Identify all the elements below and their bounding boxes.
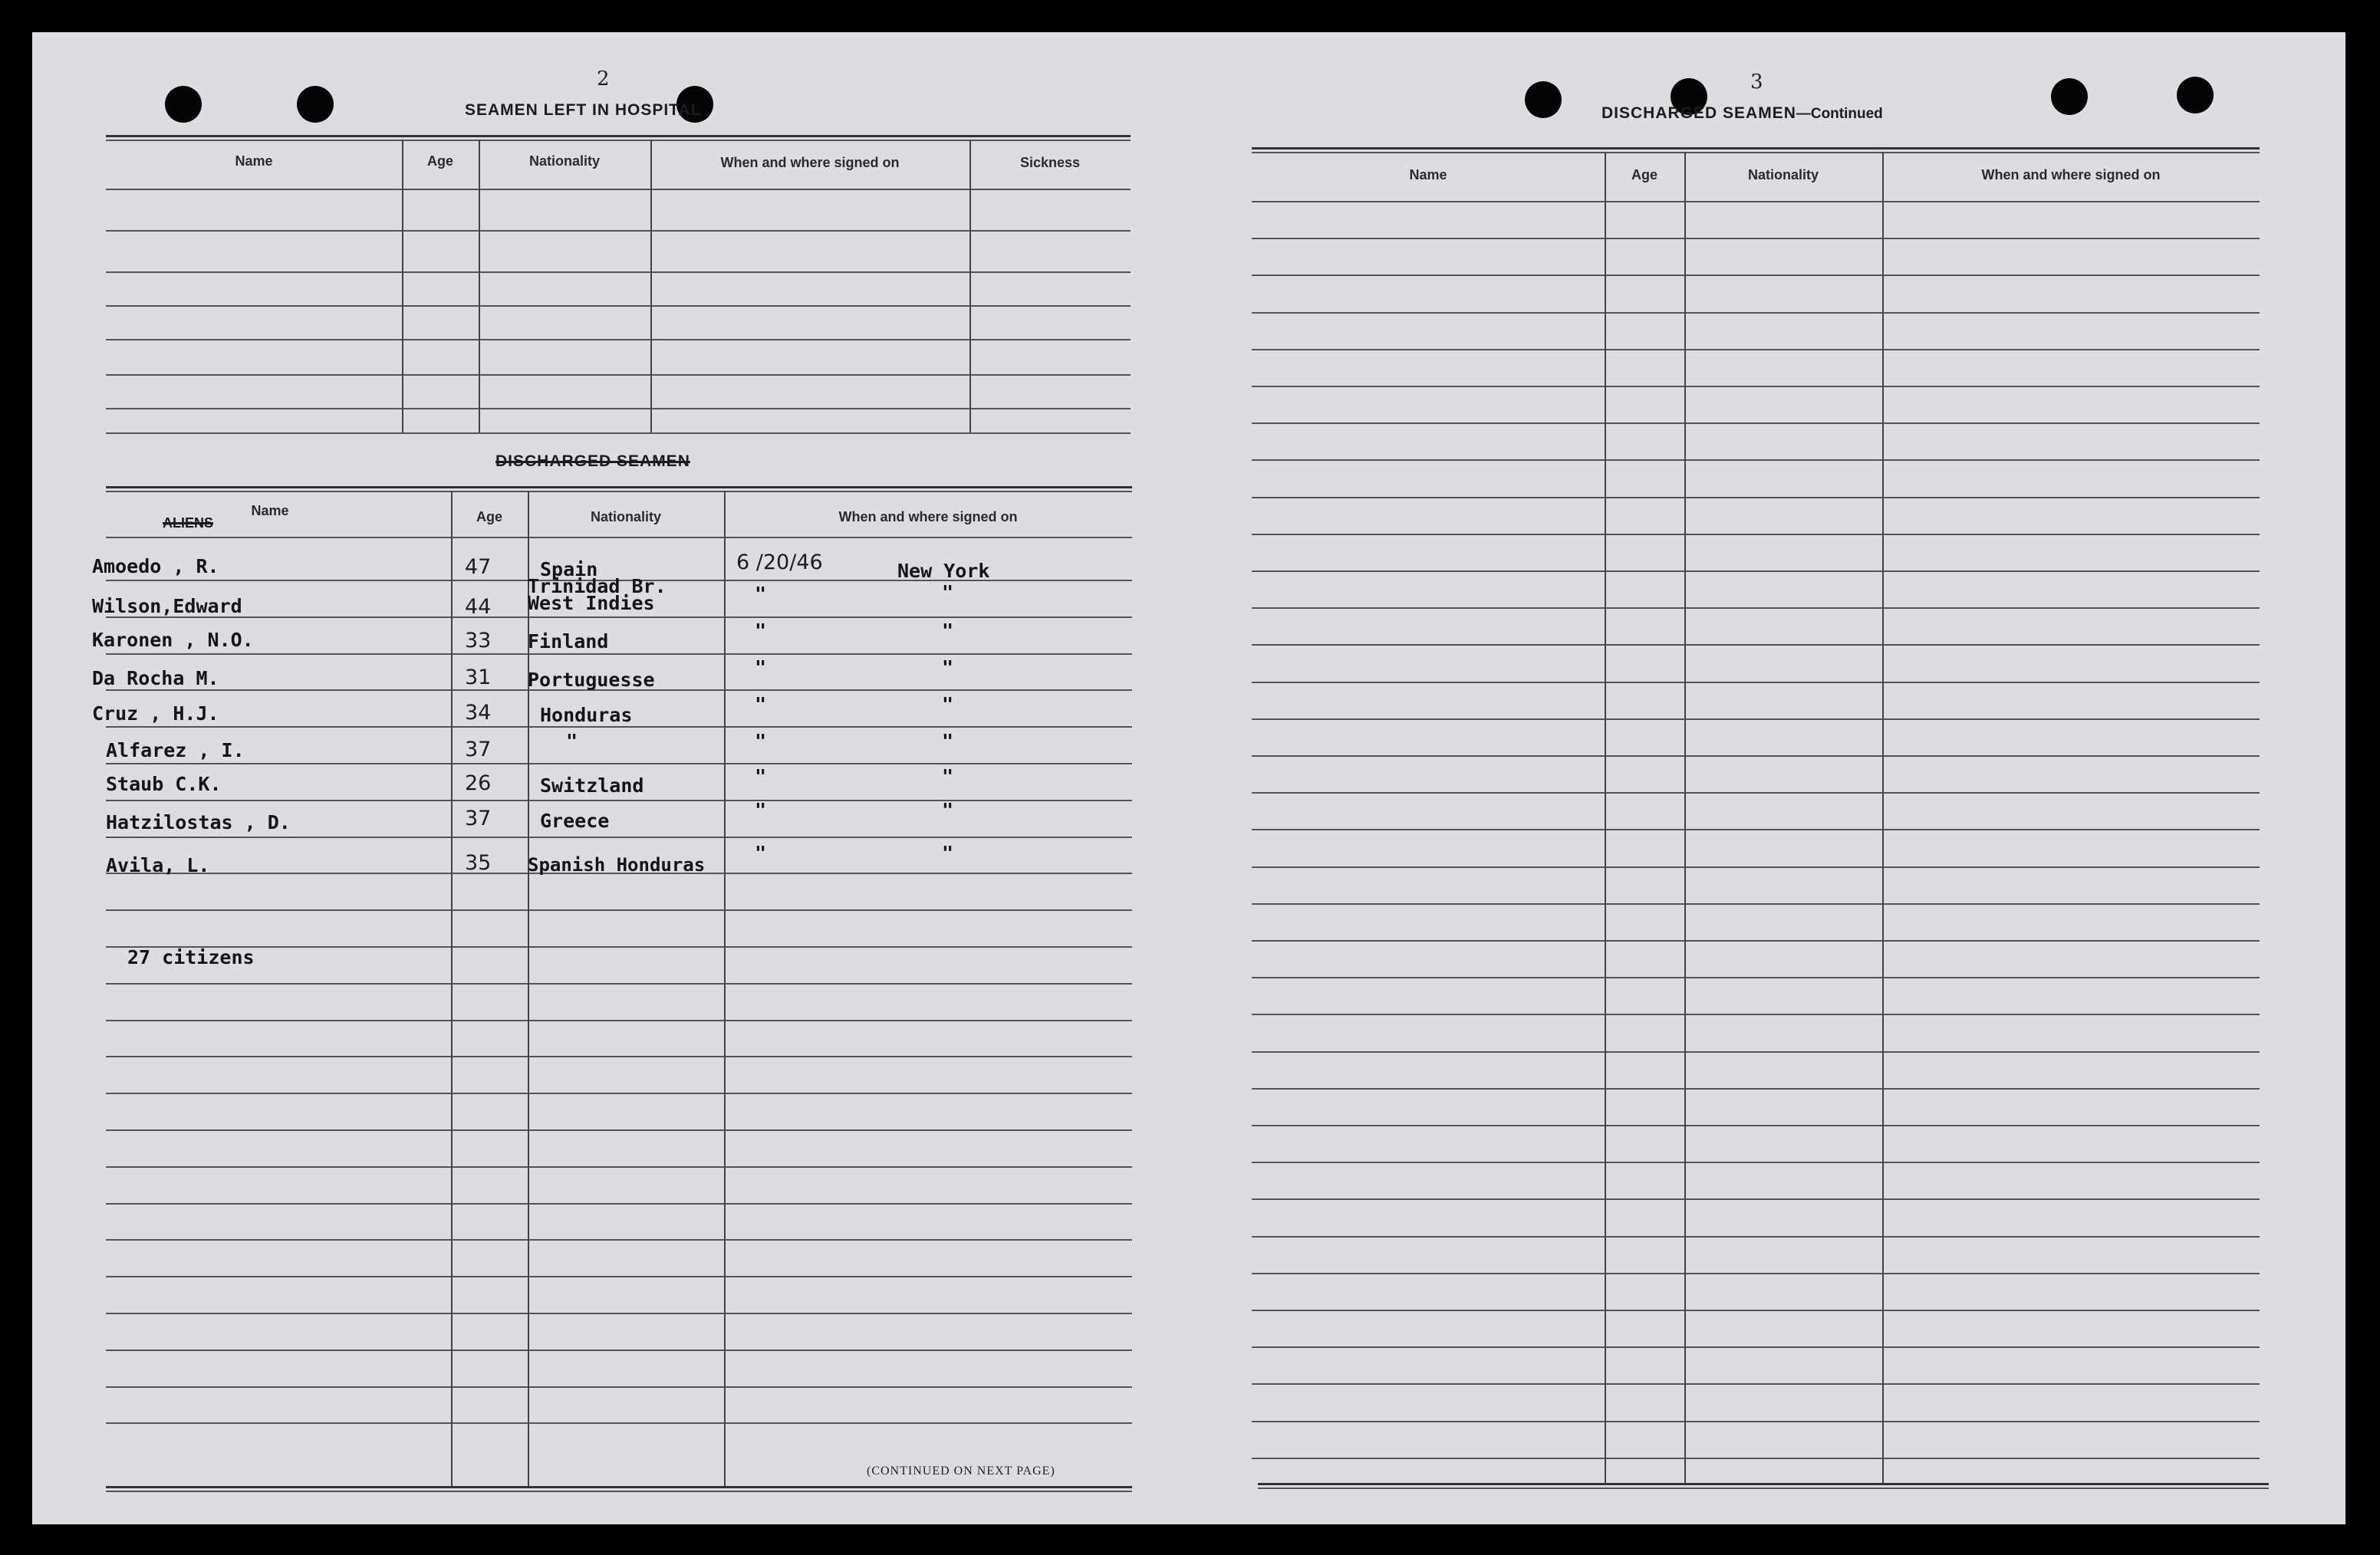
ruled-line bbox=[1252, 977, 2260, 978]
right-title-text: DISCHARGED SEAMEN bbox=[1601, 104, 1796, 122]
discharged-header-signed-on: When and where signed on bbox=[838, 509, 1018, 524]
signed-on-place: " bbox=[942, 730, 954, 752]
ruled-line bbox=[106, 726, 1132, 728]
seaman-age: 34 bbox=[465, 701, 492, 725]
ruled-line bbox=[1252, 644, 2260, 646]
ruled-line bbox=[1252, 312, 2260, 314]
seaman-name: Hatzilostas , D. bbox=[106, 811, 291, 833]
signed-on-place: " bbox=[942, 620, 954, 642]
citizens-note: 27 citizens bbox=[127, 946, 255, 968]
ruled-line bbox=[1252, 459, 2260, 461]
signed-on-place: New York bbox=[897, 560, 990, 582]
ruled-line bbox=[106, 983, 1132, 985]
ruled-line bbox=[1252, 534, 2260, 535]
page-number-right: 3 bbox=[1750, 71, 1763, 94]
ruled-line bbox=[1252, 1310, 2260, 1311]
ruled-line bbox=[1252, 1421, 2260, 1422]
hospital-header-name: Name bbox=[235, 153, 273, 169]
ruled-line bbox=[1252, 792, 2260, 794]
seaman-name: Avila, L. bbox=[106, 854, 210, 876]
seaman-nationality: Honduras bbox=[540, 704, 633, 726]
ruled-line bbox=[1252, 497, 2260, 498]
seaman-nationality: Spanish Honduras bbox=[528, 854, 706, 876]
ruled-line bbox=[106, 1203, 1132, 1205]
ruled-line bbox=[106, 909, 1132, 911]
ruled-line bbox=[1252, 1014, 2260, 1015]
seaman-nationality: Greece bbox=[540, 810, 610, 832]
ruled-line bbox=[1252, 1346, 2260, 1348]
signed-on-date: " bbox=[755, 765, 767, 787]
seaman-nationality: Finland bbox=[528, 630, 609, 653]
seaman-age: 33 bbox=[465, 629, 492, 653]
right-header-age: Age bbox=[1631, 167, 1657, 182]
discharged-header-age: Age bbox=[476, 509, 502, 524]
punch-hole bbox=[2177, 77, 2214, 113]
seaman-nationality: Trinidad Br. bbox=[528, 575, 667, 597]
ruled-line bbox=[1252, 1273, 2260, 1274]
seaman-name: Amoedo , R. bbox=[92, 555, 219, 577]
ruled-line bbox=[106, 763, 1132, 764]
ruled-line bbox=[1252, 570, 2260, 572]
continued-footer: (CONTINUED ON NEXT PAGE) bbox=[867, 1465, 1055, 1478]
ruled-line bbox=[106, 1276, 1132, 1277]
seaman-age: 37 bbox=[465, 738, 492, 761]
ruled-line bbox=[1252, 349, 2260, 350]
seaman-nationality: Switzland bbox=[540, 774, 644, 797]
discharged-header-nationality: Nationality bbox=[590, 509, 661, 524]
ruled-line bbox=[106, 800, 1132, 801]
seaman-name: Wilson,Edward bbox=[92, 595, 242, 617]
signed-on-date: " bbox=[755, 656, 767, 679]
ruled-line bbox=[1252, 940, 2260, 942]
ruled-line bbox=[106, 1166, 1132, 1168]
signed-on-place: " bbox=[942, 656, 954, 679]
ruled-line bbox=[1252, 201, 2260, 202]
hospital-header-signed-on: When and where signed on bbox=[720, 155, 900, 170]
signed-on-place: " bbox=[942, 842, 954, 864]
discharged-header-name: Name bbox=[251, 503, 289, 518]
ruled-line bbox=[1252, 422, 2260, 424]
signed-on-place: " bbox=[942, 581, 954, 603]
signed-on-date: " bbox=[755, 583, 767, 605]
ruled-line bbox=[1252, 275, 2260, 276]
ruled-line bbox=[1252, 718, 2260, 720]
seaman-nationality: Spain bbox=[540, 558, 598, 580]
punch-hole bbox=[165, 86, 202, 123]
right-title-suffix: —Continued bbox=[1796, 106, 1883, 122]
ruled-line bbox=[1252, 866, 2260, 868]
ruled-line bbox=[106, 1350, 1132, 1351]
ruled-line bbox=[106, 653, 1132, 655]
hospital-header-sickness: Sickness bbox=[1019, 155, 1081, 170]
seaman-name: Da Rocha M. bbox=[92, 667, 219, 689]
punch-hole bbox=[1525, 81, 1562, 118]
ruled-line bbox=[1252, 1198, 2260, 1200]
hospital-header-age: Age bbox=[426, 153, 453, 169]
ruled-line bbox=[1252, 1162, 2260, 1163]
seaman-age: 31 bbox=[465, 666, 492, 689]
seaman-name: Cruz , H.J. bbox=[92, 702, 219, 725]
seaman-name: Staub C.K. bbox=[106, 773, 222, 795]
punch-hole bbox=[297, 86, 334, 123]
ruled-line bbox=[106, 946, 1132, 948]
signed-on-date: " bbox=[755, 730, 767, 752]
right-header-name: Name bbox=[1409, 167, 1447, 182]
signed-on-place: " bbox=[942, 693, 954, 715]
signed-on-date: " bbox=[755, 799, 767, 821]
ruled-line bbox=[1252, 903, 2260, 905]
hospital-section-title: SEAMEN LEFT IN HOSPITAL bbox=[465, 101, 702, 119]
right-header-nationality: Nationality bbox=[1747, 167, 1819, 182]
signed-on-place: " bbox=[942, 765, 954, 787]
seaman-name: Alfarez , I. bbox=[106, 739, 245, 761]
signed-on-date: " bbox=[755, 842, 767, 864]
ruled-line bbox=[106, 1129, 1132, 1131]
signed-on-place: " bbox=[942, 799, 954, 821]
punch-hole bbox=[2051, 78, 2088, 115]
seaman-age: 47 bbox=[465, 555, 492, 579]
seaman-nationality-line2: West Indies bbox=[528, 592, 655, 614]
document-sheet bbox=[32, 32, 2345, 1524]
ruled-line bbox=[1252, 1458, 2260, 1459]
ruled-line bbox=[1252, 1088, 2260, 1090]
seaman-nationality: Portuguesse bbox=[528, 669, 655, 691]
ruled-line bbox=[1252, 238, 2260, 239]
right-header-signed-on: When and where signed on bbox=[1981, 167, 2161, 182]
ruled-line bbox=[1252, 1051, 2260, 1053]
page-number-left: 2 bbox=[597, 67, 610, 90]
ruled-line bbox=[106, 1056, 1132, 1057]
signed-on-date: 6 /20/46 bbox=[736, 551, 823, 574]
ruled-line bbox=[106, 616, 1132, 618]
right-section-title bbox=[1601, 104, 1883, 123]
ruled-line bbox=[106, 1386, 1132, 1388]
ruled-line bbox=[106, 1093, 1132, 1094]
seaman-age: 44 bbox=[465, 595, 492, 619]
ruled-line bbox=[106, 1020, 1132, 1021]
hospital-header-nationality: Nationality bbox=[528, 153, 600, 169]
ruled-line bbox=[1252, 829, 2260, 830]
signed-on-date: " bbox=[755, 620, 767, 642]
ruled-line bbox=[1252, 607, 2260, 609]
ruled-line bbox=[106, 1313, 1132, 1314]
signed-on-date: " bbox=[755, 693, 767, 715]
seaman-nationality: " bbox=[566, 730, 578, 752]
aliens-label: ALIENS bbox=[163, 515, 214, 531]
ruled-line bbox=[1252, 755, 2260, 757]
ruled-line bbox=[1252, 1125, 2260, 1126]
ruled-line bbox=[1252, 1236, 2260, 1238]
ruled-line bbox=[1252, 682, 2260, 683]
seaman-name: Karonen , N.O. bbox=[92, 629, 254, 651]
seaman-age: 37 bbox=[465, 807, 492, 830]
ruled-line bbox=[106, 1239, 1132, 1241]
seaman-age: 35 bbox=[465, 851, 492, 875]
ruled-line bbox=[1252, 386, 2260, 387]
seaman-age: 26 bbox=[465, 771, 492, 795]
ruled-line bbox=[1252, 1383, 2260, 1385]
discharged-section-title: DISCHARGED SEAMEN bbox=[495, 452, 690, 470]
ruled-line bbox=[106, 837, 1132, 838]
ruled-line bbox=[106, 1422, 1132, 1424]
